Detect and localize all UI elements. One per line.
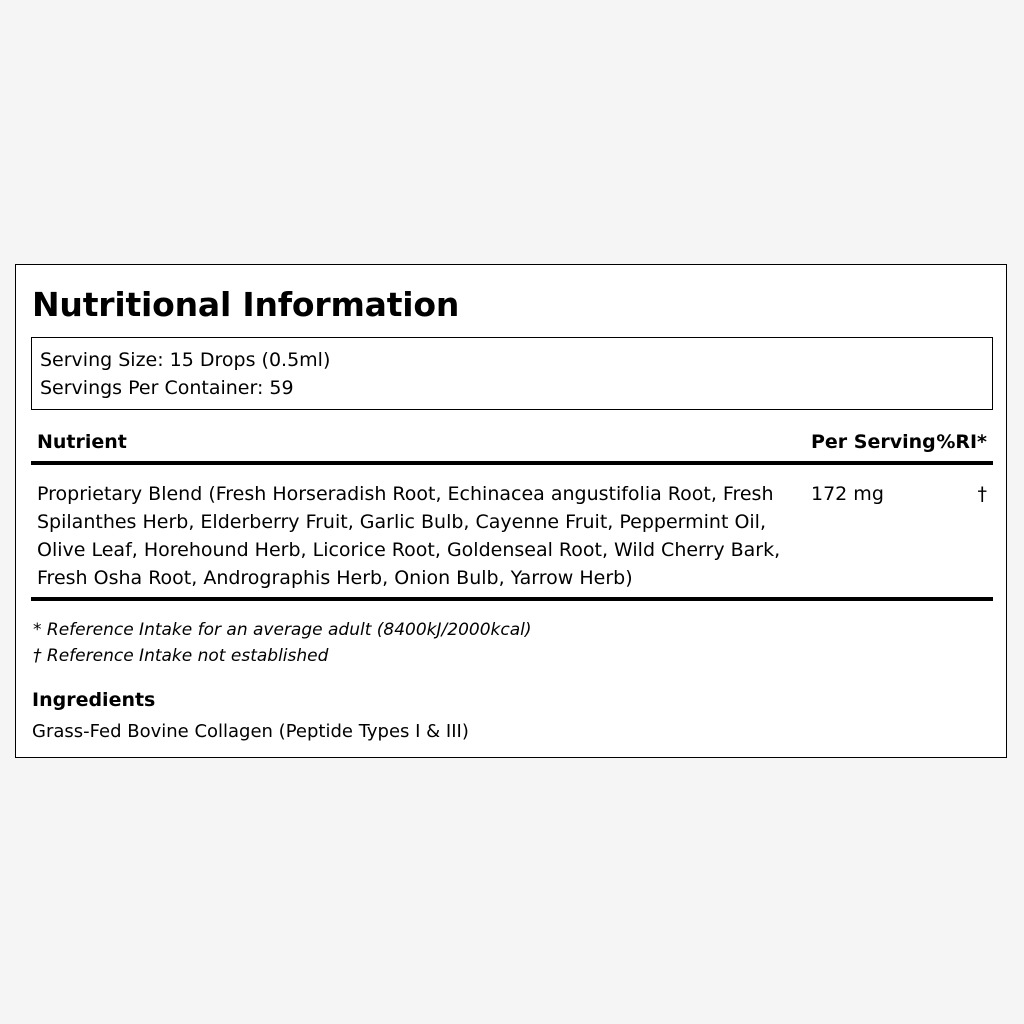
servings-per-container: Servings Per Container: 59 <box>40 377 294 399</box>
nutrient-ri: † <box>977 483 987 505</box>
header-nutrient: Nutrient <box>37 431 127 453</box>
nutrient-table <box>31 425 993 601</box>
nutrition-panel <box>15 264 1007 758</box>
footnote-reference-intake: * Reference Intake for an average adult (8400kJ/2000kcal) <box>33 620 532 640</box>
table-header <box>31 425 993 465</box>
table-row <box>31 465 993 601</box>
serving-info-box <box>31 337 993 410</box>
header-per-serving: Per Serving <box>811 431 936 453</box>
nutrient-name: Proprietary Blend (Fresh Horseradish Root, Echinacea angustifolia Root, Fresh Spilanthes Herb, Elderberry Fruit, Garlic Bulb, Cayenne Fruit, Peppermint Oil, Olive Leaf, Horehound Herb, Licorice Root, Goldenseal Root, Wild Cherry Bark, Fresh Osha Root, Andrographis Herb, Onion Bulb, Yarrow Herb) <box>37 483 781 589</box>
header-ri: %RI* <box>936 431 987 453</box>
ingredients-text: Grass-Fed Bovine Collagen (Peptide Types I & III) <box>32 721 469 742</box>
footnotes <box>33 617 532 669</box>
nutrient-amount: 172 mg <box>811 483 884 505</box>
footnote-not-established: † Reference Intake not established <box>33 646 329 666</box>
ingredients-heading: Ingredients <box>32 689 156 711</box>
serving-size: Serving Size: 15 Drops (0.5ml) <box>40 349 331 371</box>
page-title: Nutritional Information <box>32 285 460 324</box>
